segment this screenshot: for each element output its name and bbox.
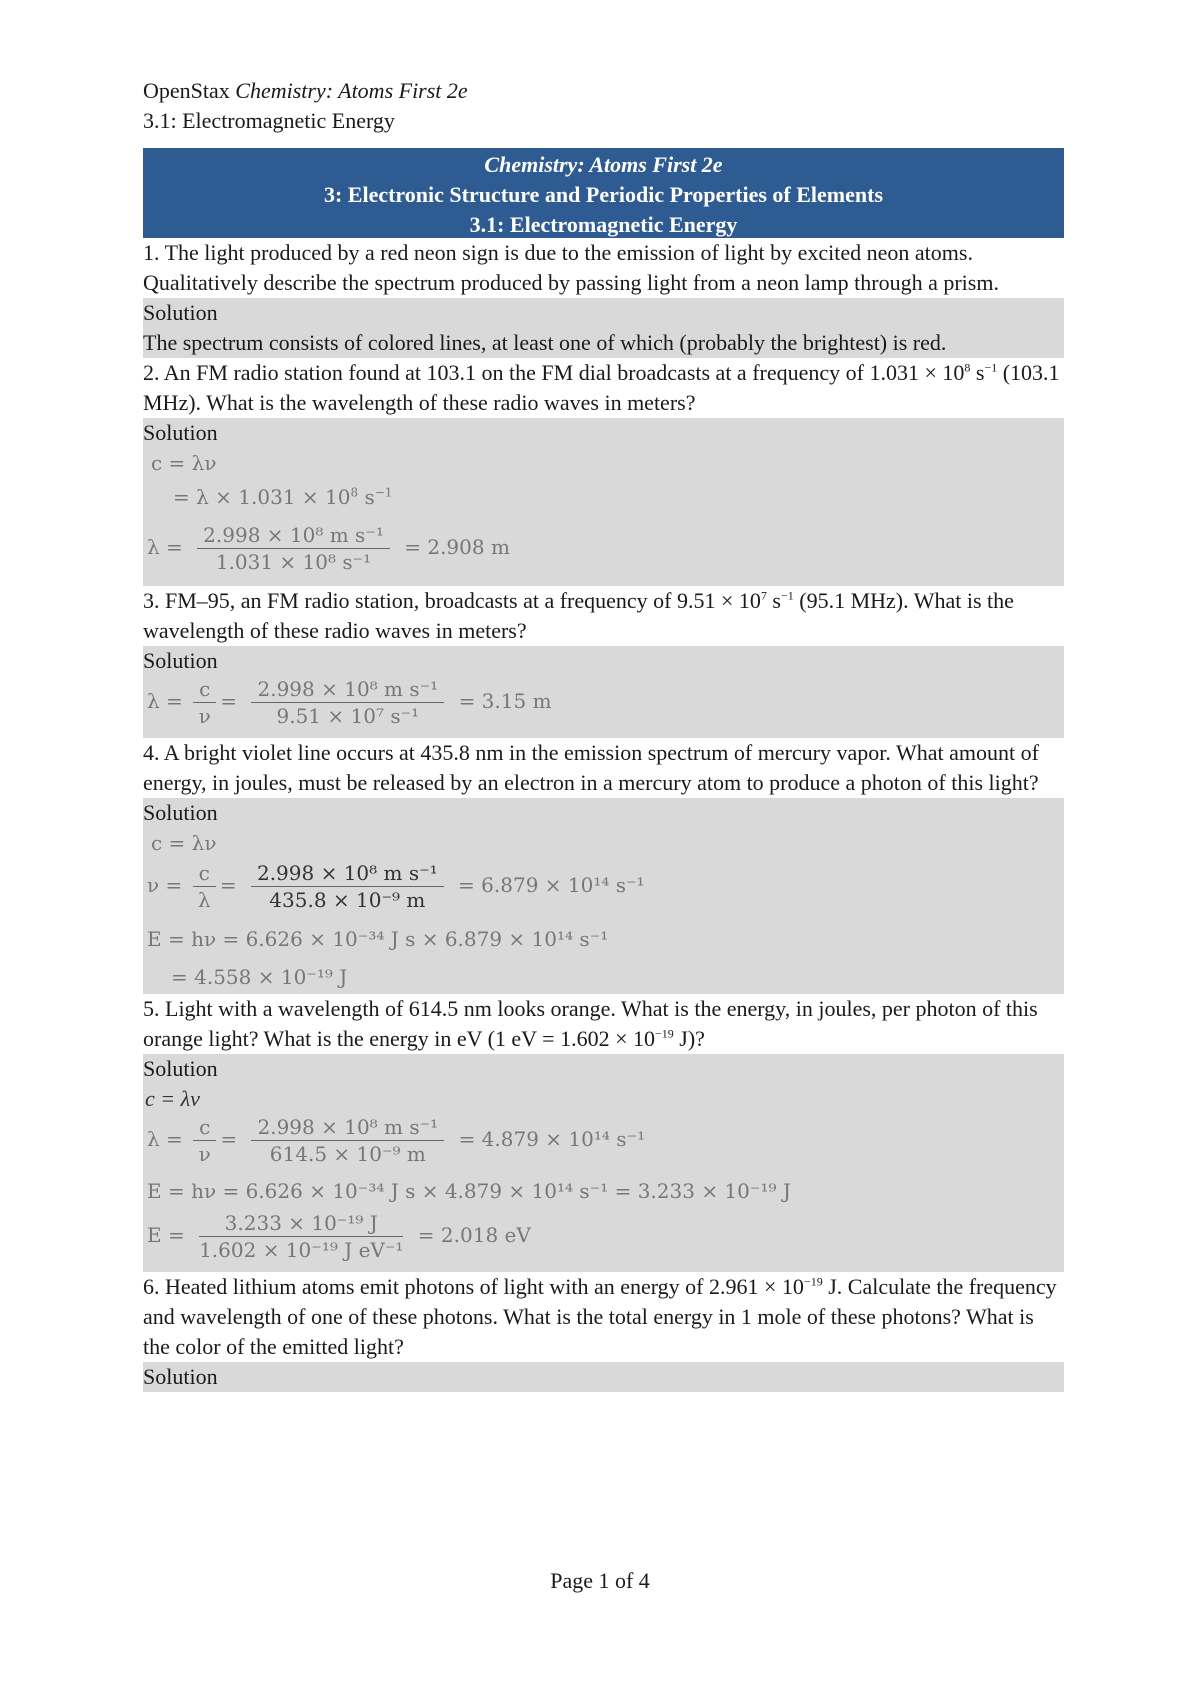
solution-2 <box>143 418 1064 586</box>
equation-line: λ = $\frac{\text{2.998 × 10⁸ m s⁻¹}}{\text{1.031 × 10⁸ s⁻¹}}$ = 2.908 m <box>147 523 510 574</box>
solution-2-math <box>143 448 1064 586</box>
question-6: 6. Heated lithium atoms emit photons of light with an energy of $2.961 \times 10^{-19}$ J. Calculate the frequency and wavelength of one of these photons. What is the total energy in 1 mole of these photons? What is the color of the emitted light? <box>143 1274 1057 1359</box>
solution-6 <box>143 1362 1064 1392</box>
fraction: $\frac{c}{\nu}$ <box>193 1114 216 1167</box>
fraction: $\frac{\text{3.233 × 10⁻¹⁹ J}}{\text{1.602 × 10⁻¹⁹ J eV⁻¹}}$ <box>199 1211 404 1262</box>
solution-label: Solution <box>143 800 218 825</box>
question-2: 2. An FM radio station found at 103.1 on the FM dial broadcasts at a frequency of $1.031 \times 10^8$ $s^{-1}$ (103.1 MHz). What is the wavelength of these radio waves in meters? <box>143 360 1060 415</box>
question-1: 1. The light produced by a red neon sign is due to the emission of light by excited neon atoms. Qualitatively describe the spectrum produced by passing light from a neon lamp through a prism. <box>143 240 999 295</box>
equation-line: E = hν = 6.626 × 10⁻³⁴ J s × 6.879 × 10¹⁴ s⁻¹ <box>147 927 609 951</box>
solution-1-text: The spectrum consists of colored lines, at least one of which (probably the brightest) is red. <box>143 330 947 355</box>
document-page <box>143 76 1064 1392</box>
equation-line: c = λν <box>151 831 217 855</box>
solution-4-math <box>143 828 1064 994</box>
equation-line: = 4.558 × 10⁻¹⁹ J <box>171 965 348 989</box>
document-header <box>143 76 1064 136</box>
question-5: 5. Light with a wavelength of 614.5 nm looks orange. What is the energy, in joules, per photon of this orange light? What is the energy in eV (1 eV = $1.602 \times 10^{-19}$ J)? <box>143 996 1038 1051</box>
question-3: 3. FM–95, an FM radio station, broadcasts at a frequency of $9.51 \times 10^7$ $s^{-1}$ (95.1 MHz). What is the wavelength of these radio waves in meters? <box>143 588 1014 643</box>
solution-4 <box>143 798 1064 994</box>
title-banner <box>143 148 1064 238</box>
question-4: 4. A bright violet line occurs at 435.8 nm in the emission spectrum of mercury vapor. What amount of energy, in joules, must be released by an electron in a mercury atom to produce a photon of this light? <box>143 740 1039 795</box>
section-title: 3.1: Electromagnetic Energy <box>143 108 395 133</box>
fraction: $\frac{\text{2.998 × 10⁸ m s⁻¹}}{\text{435.8 × 10⁻⁹ m}}$ <box>251 860 444 913</box>
fraction: $\frac{c}{\lambda}$ <box>193 860 216 913</box>
solution-5 <box>143 1054 1064 1272</box>
banner-section-title: 3.1: Electromagnetic Energy <box>469 212 738 237</box>
solution-3-math <box>143 676 1064 738</box>
equation-line: λ = $\frac{c}{\nu}$ = $\frac{\text{2.998 × 10⁸ m s⁻¹}}{\text{614.5 × 10⁻⁹ m}}$ = 4.879 × 10¹⁴ s⁻¹ <box>147 1115 646 1166</box>
fraction: $\frac{\text{2.998 × 10⁸ m s⁻¹}}{\text{614.5 × 10⁻⁹ m}}$ <box>251 1114 444 1167</box>
solution-label: Solution <box>143 300 218 325</box>
fraction: $\frac{c}{\nu}$ <box>193 676 216 729</box>
equation-line: E = $\frac{\text{3.233 × 10⁻¹⁹ J}}{\text{1.602 × 10⁻¹⁹ J eV⁻¹}}$ = 2.018 eV <box>147 1211 531 1262</box>
fraction: $\frac{\text{2.998 × 10⁸ m s⁻¹}}{\text{9.51 × 10⁷ s⁻¹}}$ <box>251 676 444 729</box>
banner-book-title: Chemistry: Atoms First 2e <box>484 152 723 177</box>
header-book-line <box>143 76 1064 106</box>
banner-chapter-title: 3: Electronic Structure and Periodic Properties of Elements <box>323 182 884 207</box>
page-footer: Page 1 of 4 <box>550 1568 650 1593</box>
equation-line: c = λv <box>145 1086 200 1111</box>
equation-line: c = λν <box>151 451 217 475</box>
solution-label: Solution <box>143 1056 218 1081</box>
solution-5-math <box>143 1084 1064 1272</box>
equation-line: ν = $\frac{c}{\lambda}$ = $\frac{\text{2.998 × 10⁸ m s⁻¹}}{\text{435.8 × 10⁻⁹ m}}$ = 6.879 × 10¹⁴ s⁻¹ <box>147 861 645 912</box>
equation-line: λ = $\frac{c}{\nu}$ = $\frac{\text{2.998 × 10⁸ m s⁻¹}}{\text{9.51 × 10⁷ s⁻¹}}$ = 3.15 m <box>147 677 552 728</box>
solution-1 <box>143 298 1064 358</box>
publisher-name: OpenStax <box>143 78 230 103</box>
solution-label: Solution <box>143 648 218 673</box>
equation-line: = $\lambda \times 1.031 \times 10^8$ $s^{-1}$ <box>173 485 393 509</box>
fraction: $\frac{\text{2.998 × 10⁸ m s⁻¹}}{\text{1.031 × 10⁸ s⁻¹}}$ <box>197 522 390 575</box>
solution-label: Solution <box>143 420 218 445</box>
solution-3 <box>143 646 1064 738</box>
equation-line: E = hν = 6.626 × 10⁻³⁴ J s × 4.879 × 10¹⁴ s⁻¹ = 3.233 × 10⁻¹⁹ J <box>147 1179 791 1203</box>
solution-label: Solution <box>143 1364 218 1389</box>
book-title: Chemistry: Atoms First 2e <box>235 78 468 103</box>
